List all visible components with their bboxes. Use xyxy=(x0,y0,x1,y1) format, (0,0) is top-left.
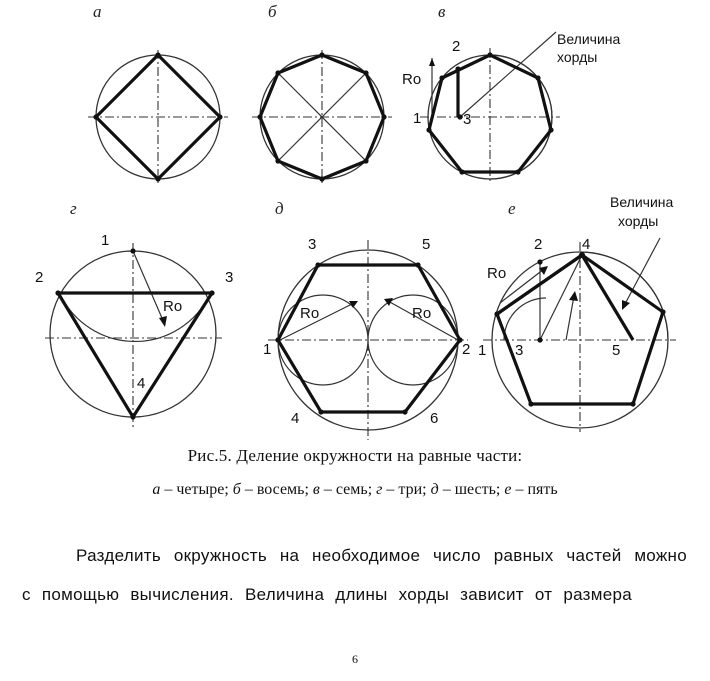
figure-caption: Рис.5. Деление окружности на равные части: xyxy=(187,446,523,465)
ro-label-e: Ro xyxy=(487,265,507,282)
chord-pointer-v xyxy=(460,32,556,117)
legend-key-g: г xyxy=(376,481,383,498)
point-2-e: 2 xyxy=(534,236,543,253)
point-3-e: 3 xyxy=(515,342,524,359)
chord-note-line1-v: Величина xyxy=(557,31,621,47)
legend-key-a: а xyxy=(152,481,161,498)
panel-label-v: в xyxy=(438,2,446,21)
point-2-g: 2 xyxy=(35,269,44,286)
vertex-dots-d xyxy=(275,262,462,414)
point-4-g: 4 xyxy=(137,375,146,392)
point-3-d: 3 xyxy=(308,236,317,253)
legend-key-d: д xyxy=(430,481,439,498)
ro-label-g: Ro xyxy=(163,298,183,315)
legend-key-e: е xyxy=(504,481,512,498)
construction-4-5-e xyxy=(582,255,633,340)
panel-a-four-parts xyxy=(88,2,228,184)
legend-key-b: б xyxy=(232,481,241,498)
point-3-v: 3 xyxy=(463,111,472,128)
arrow-up-e xyxy=(566,296,574,340)
point-6-d: 6 xyxy=(430,410,439,427)
legend-text-b: – восемь; xyxy=(240,481,313,498)
panel-label-e: е xyxy=(508,199,516,218)
chord-note-line2-e: хорды xyxy=(618,213,659,229)
panel-label-g: г xyxy=(70,199,77,218)
point-5-d: 5 xyxy=(422,236,431,253)
legend-text-e: – пять xyxy=(511,481,558,498)
panel-label-d: д xyxy=(275,199,284,218)
ro-label-left-d: Ro xyxy=(300,305,320,322)
point-2-d: 2 xyxy=(462,341,471,358)
legend-text-a: – четыре; xyxy=(160,481,233,498)
point-3-g: 3 xyxy=(225,269,234,286)
legend-text-d: – шесть; xyxy=(438,481,505,498)
page-number: 6 xyxy=(352,652,358,666)
ro-label-v: Ro xyxy=(402,71,422,88)
ro-label-right-d: Ro xyxy=(412,305,432,322)
point-2-v: 2 xyxy=(452,38,461,55)
chord-note-line2-v: хорды xyxy=(557,49,598,65)
panel-d-six-parts xyxy=(263,199,470,440)
hexagon-d xyxy=(278,265,460,412)
point-1-e: 1 xyxy=(478,342,487,359)
legend-text-g: – три; xyxy=(382,481,431,498)
figure-legend xyxy=(0,481,710,499)
chord-note-line1-e: Величина xyxy=(610,194,674,210)
body-paragraph: Разделить окружность на необходимое число равных частей можно с помощью вычисления. Величина длины хорды зависит от размера xyxy=(22,546,687,604)
point-4-e: 4 xyxy=(582,236,591,253)
panel-g-three-parts xyxy=(35,199,233,427)
panel-e-five-parts xyxy=(478,194,676,432)
point-4-d: 4 xyxy=(291,410,300,427)
point-1-d: 1 xyxy=(263,341,272,358)
legend-text-v: – семь; xyxy=(319,481,377,498)
ro-radius-g xyxy=(133,251,165,325)
panel-label-a: а xyxy=(93,2,102,21)
legend-key-v: в xyxy=(312,481,320,498)
panel-b-eight-parts xyxy=(252,2,392,184)
point-5-e: 5 xyxy=(612,342,621,359)
point-1-v: 1 xyxy=(413,110,422,127)
panel-label-b: б xyxy=(268,2,277,21)
point-1-g: 1 xyxy=(101,232,110,249)
panel-v-seven-parts xyxy=(402,2,620,184)
